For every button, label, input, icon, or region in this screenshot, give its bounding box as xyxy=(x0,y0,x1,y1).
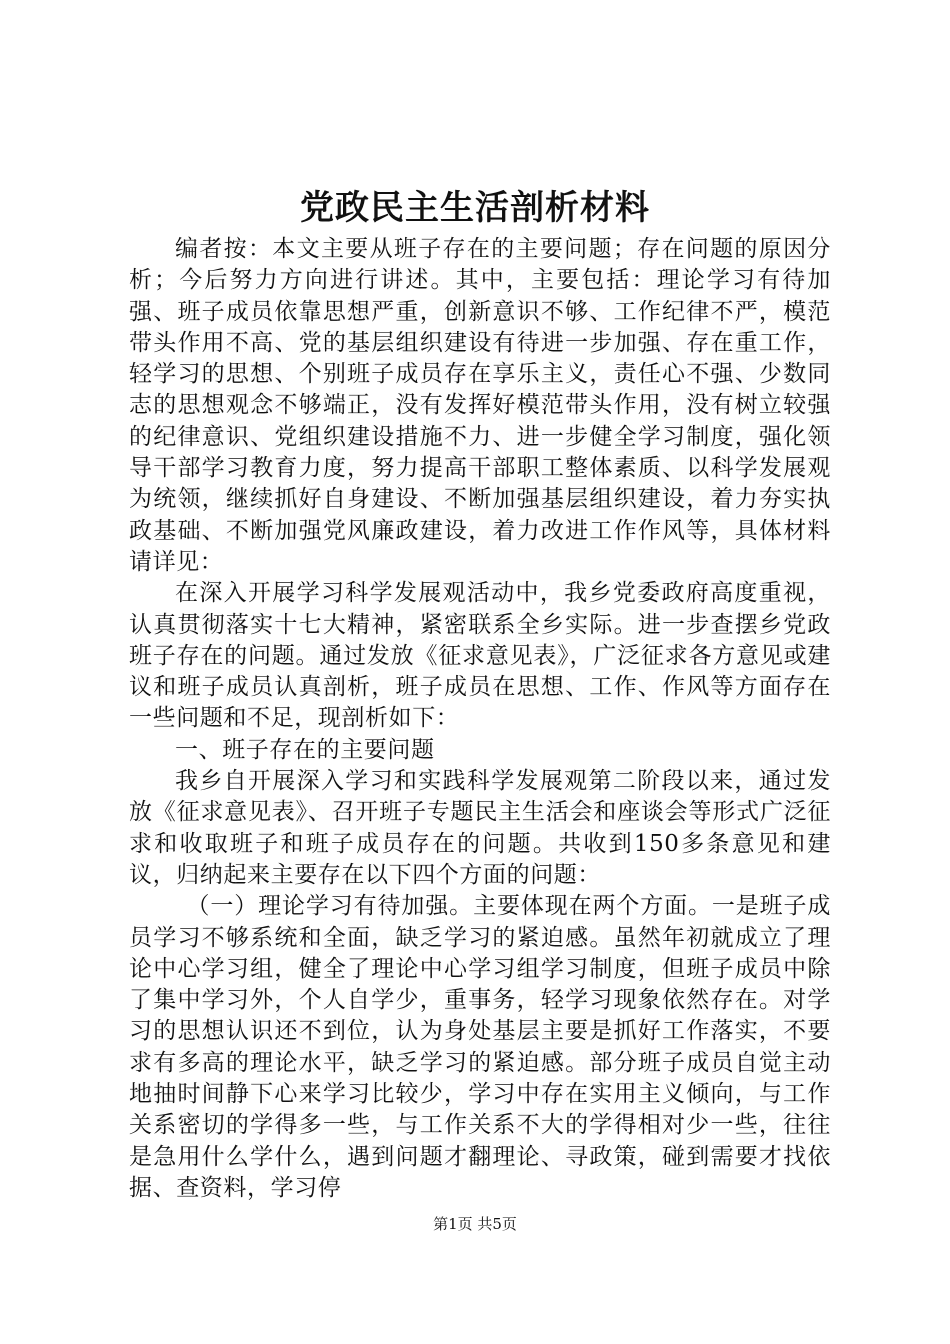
document-body xyxy=(129,234,831,1204)
subsection-paragraph: （一）理论学习有待加强。主要体现在两个方面。一是班子成员学习不够系统和全面，缺乏学习的紧迫感。虽然年初就成立了理论中心学习组，健全了理论中心学习组学习制度，但班子成员中除了集中学习外，个人自学少，重事务，轻学习现象依然存在。对学习的思想认识还不到位，认为身处基层主要是抓好工作落实，不要求有多高的理论水平，缺乏学习的紧迫感。部分班子成员自觉主动地抽时间静下心来学习比较少，学习中存在实用主义倾向，与工作关系密切的学得多一些，与工作关系不大的学得相对少一些，往往是急用什么学什么，遇到问题才翻理论、寻政策，碰到需要才找依据、查资料，学习停 xyxy=(129,893,831,1201)
section-heading: 一、班子存在的主要问题 xyxy=(175,736,435,763)
editor-note-paragraph: 编者按：本文主要从班子存在的主要问题；存在问题的原因分析；今后努力方向进行讲述。其中，主要包括：理论学习有待加强、班子成员依靠思想严重，创新意识不够、工作纪律不严，模范带头作用不高、党的基层组织建设有待进一步加强、存在重工作，轻学习的思想、个别班子成员存在享乐主义，责任心不强、少数同志的思想观念不够端正，没有发挥好模范带头作用，没有树立较强的纪律意识、党组织建设措施不力、进一步健全学习制度，强化领导干部学习教育力度，努力提高干部职工整体素质、以科学发展观为统领，继续抓好自身建设、不断加强基层组织建设，着力夯实执政基础、不断加强党风廉政建设，着力改进工作作风等，具体材料请详见： xyxy=(129,236,831,575)
page-footer: 第1页 共5页 xyxy=(433,1215,517,1233)
page-title: 党政民主生活剖析材料 xyxy=(300,188,650,228)
body-paragraph: 我乡自开展深入学习和实践科学发展观第二阶段以来，通过发放《征求意见表》、召开班子专题民主生活会和座谈会等形式广泛征求和收取班子和班子成员存在的问题。共收到150多条意见和建议，归纳起来主要存在以下四个方面的问题： xyxy=(129,768,831,888)
intro-paragraph: 在深入开展学习科学发展观活动中，我乡党委政府高度重视，认真贯彻落实十七大精神，紧密联系全乡实际。进一步查摆乡党政班子存在的问题。通过发放《征求意见表》，广泛征求各方意见或建议和班子成员认真剖析，班子成员在思想、工作、作风等方面存在一些问题和不足，现剖析如下： xyxy=(129,580,831,732)
